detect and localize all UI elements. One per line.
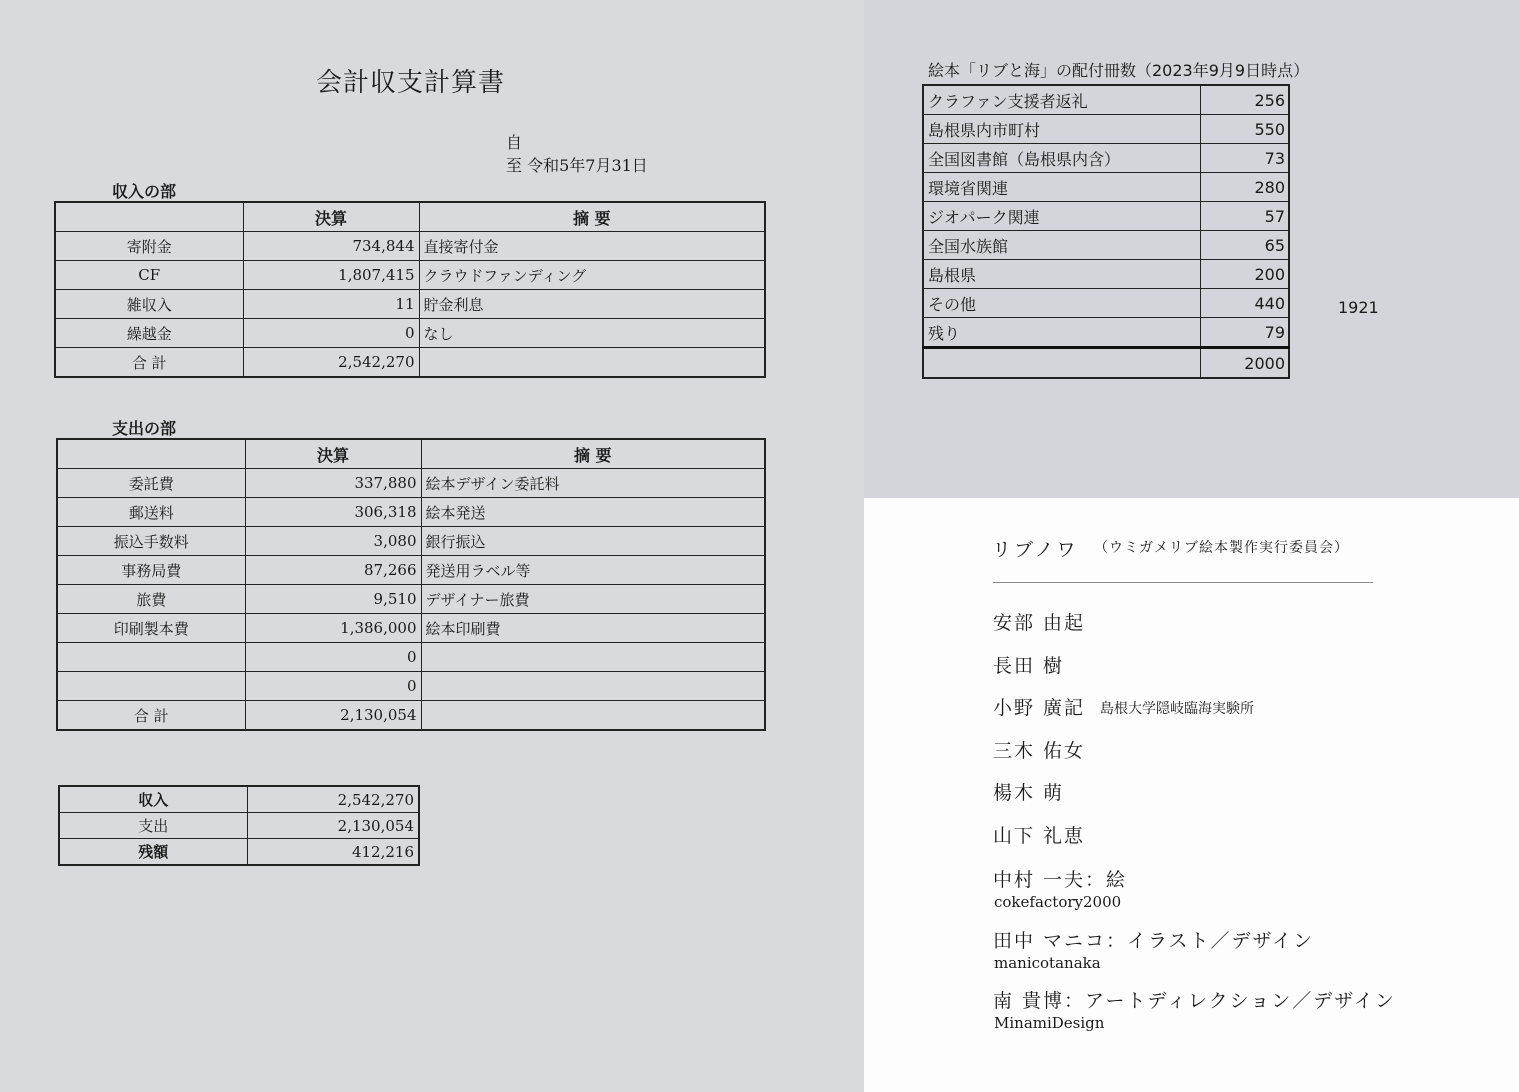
row-label: 合 計 bbox=[55, 348, 243, 378]
table-row bbox=[923, 115, 1289, 144]
dist-label: 島根県 bbox=[923, 260, 1201, 289]
dist-label: ジオパーク関連 bbox=[923, 202, 1201, 231]
statement-title: 会計収支計算書 bbox=[316, 68, 506, 98]
table-row bbox=[59, 839, 419, 866]
table-row bbox=[923, 260, 1289, 289]
header-blank bbox=[57, 439, 245, 469]
period-from: 自 bbox=[506, 133, 523, 152]
table-header-row bbox=[55, 202, 765, 232]
member-name: 安部 由起 bbox=[993, 612, 1086, 634]
dist-count: 200 bbox=[1201, 260, 1290, 289]
org-subtitle: （ウミガメリブ絵本製作実行委員会） bbox=[1094, 540, 1349, 556]
dist-count: 79 bbox=[1201, 318, 1290, 348]
row-label: 合 計 bbox=[57, 701, 245, 731]
row-amount: 2,542,270 bbox=[243, 348, 419, 378]
table-row bbox=[57, 672, 765, 701]
row-label: 雑収入 bbox=[55, 290, 243, 319]
table-row bbox=[57, 556, 765, 585]
dist-count: 73 bbox=[1201, 144, 1290, 173]
dist-count: 57 bbox=[1201, 202, 1290, 231]
table-row bbox=[923, 173, 1289, 202]
expense-heading: 支出の部 bbox=[112, 419, 177, 438]
table-row bbox=[57, 469, 765, 498]
income-table bbox=[54, 201, 766, 378]
row-label: CF bbox=[55, 261, 243, 290]
summary-label: 残額 bbox=[59, 839, 247, 866]
header-amount: 決算 bbox=[243, 202, 419, 232]
row-note: 発送用ラベル等 bbox=[421, 556, 765, 585]
row-label: 郵送料 bbox=[57, 498, 245, 527]
table-row bbox=[55, 290, 765, 319]
row-amount: 1,807,415 bbox=[243, 261, 419, 290]
table-row bbox=[57, 585, 765, 614]
row-note: 絵本印刷費 bbox=[421, 614, 765, 643]
row-label: 寄附金 bbox=[55, 232, 243, 261]
dist-label: 環境省関連 bbox=[923, 173, 1201, 202]
dist-label: 全国図書館（島根県内含） bbox=[923, 144, 1201, 173]
dist-count: 256 bbox=[1201, 85, 1290, 115]
row-note bbox=[421, 701, 765, 731]
table-row bbox=[57, 498, 765, 527]
header-note: 摘 要 bbox=[421, 439, 765, 469]
table-row bbox=[55, 261, 765, 290]
dist-label: クラファン支援者返礼 bbox=[923, 85, 1201, 115]
row-note: 絵本発送 bbox=[421, 498, 765, 527]
dist-count: 65 bbox=[1201, 231, 1290, 260]
row-amount: 306,318 bbox=[245, 498, 421, 527]
member-handle: MinamiDesign bbox=[994, 1014, 1105, 1032]
summary-amount: 2,130,054 bbox=[247, 813, 419, 839]
row-amount: 337,880 bbox=[245, 469, 421, 498]
row-amount: 9,510 bbox=[245, 585, 421, 614]
summary-label: 支出 bbox=[59, 813, 247, 839]
row-amount: 1,386,000 bbox=[245, 614, 421, 643]
table-row bbox=[923, 144, 1289, 173]
row-amount: 0 bbox=[245, 643, 421, 672]
summary-amount: 412,216 bbox=[247, 839, 419, 866]
org-name: リブノワ bbox=[992, 539, 1079, 561]
table-row bbox=[55, 319, 765, 348]
dist-label: 全国水族館 bbox=[923, 231, 1201, 260]
row-note: 貯金利息 bbox=[419, 290, 765, 319]
member-handle: manicotanaka bbox=[994, 954, 1101, 972]
table-row bbox=[923, 231, 1289, 260]
row-note: 直接寄付金 bbox=[419, 232, 765, 261]
period-to: 至 令和5年7月31日 bbox=[506, 156, 648, 175]
table-total-row bbox=[57, 701, 765, 731]
header-note: 摘 要 bbox=[419, 202, 765, 232]
member-name: 山下 礼恵 bbox=[993, 825, 1086, 847]
row-amount: 87,266 bbox=[245, 556, 421, 585]
expense-table bbox=[56, 438, 766, 731]
table-row bbox=[59, 786, 419, 813]
row-label bbox=[57, 643, 245, 672]
row-amount: 734,844 bbox=[243, 232, 419, 261]
member-name: 三木 佑女 bbox=[993, 740, 1086, 762]
row-note: デザイナー旅費 bbox=[421, 585, 765, 614]
income-heading: 収入の部 bbox=[112, 182, 177, 201]
row-note: 銀行振込 bbox=[421, 527, 765, 556]
row-note bbox=[421, 672, 765, 701]
table-row bbox=[923, 202, 1289, 231]
summary-label: 収入 bbox=[59, 786, 247, 813]
member-name: 長田 樹 bbox=[993, 655, 1065, 677]
table-total-row bbox=[923, 348, 1289, 379]
member-name: 南 貴博：アートディレクション／デザイン bbox=[993, 990, 1396, 1012]
member-handle: cokefactory2000 bbox=[994, 893, 1122, 911]
distribution-title: 絵本「リブと海」の配付冊数（2023年9月9日時点） bbox=[928, 61, 1310, 80]
table-row bbox=[923, 318, 1289, 348]
credits-divider bbox=[993, 582, 1373, 583]
summary-table bbox=[58, 785, 420, 866]
row-label: 旅費 bbox=[57, 585, 245, 614]
row-amount: 0 bbox=[245, 672, 421, 701]
member-affiliation: 島根大学隠岐臨海実験所 bbox=[1100, 701, 1254, 717]
row-note bbox=[421, 643, 765, 672]
row-label: 委託費 bbox=[57, 469, 245, 498]
dist-count: 550 bbox=[1201, 115, 1290, 144]
member-name: 小野 廣記 bbox=[993, 697, 1086, 719]
member-name: 中村 一夫：絵 bbox=[993, 869, 1128, 891]
table-row bbox=[55, 232, 765, 261]
table-row bbox=[923, 289, 1289, 318]
distribution-table bbox=[922, 84, 1290, 379]
row-note bbox=[419, 348, 765, 378]
header-blank bbox=[55, 202, 243, 232]
row-label: 振込手数料 bbox=[57, 527, 245, 556]
dist-count: 280 bbox=[1201, 173, 1290, 202]
row-label: 事務局費 bbox=[57, 556, 245, 585]
table-total-row bbox=[55, 348, 765, 378]
row-label: 印刷製本費 bbox=[57, 614, 245, 643]
member-name: 田中 マニコ：イラスト／デザイン bbox=[993, 930, 1315, 952]
member-name: 楊木 萌 bbox=[993, 782, 1065, 804]
dist-count: 440 bbox=[1201, 289, 1290, 318]
row-note: クラウドファンディング bbox=[419, 261, 765, 290]
row-amount: 2,130,054 bbox=[245, 701, 421, 731]
distribution-subtotal: 1921 bbox=[1338, 298, 1379, 317]
dist-label: 島根県内市町村 bbox=[923, 115, 1201, 144]
row-label: 繰越金 bbox=[55, 319, 243, 348]
table-row bbox=[923, 85, 1289, 115]
row-amount: 0 bbox=[243, 319, 419, 348]
table-row bbox=[57, 643, 765, 672]
row-amount: 11 bbox=[243, 290, 419, 319]
row-note: なし bbox=[419, 319, 765, 348]
table-header-row bbox=[57, 439, 765, 469]
row-label bbox=[57, 672, 245, 701]
dist-label: その他 bbox=[923, 289, 1201, 318]
row-note: 絵本デザイン委託料 bbox=[421, 469, 765, 498]
dist-total: 2000 bbox=[1201, 348, 1290, 379]
dist-label: 残り bbox=[923, 318, 1201, 348]
table-row bbox=[57, 614, 765, 643]
table-row bbox=[59, 813, 419, 839]
summary-amount: 2,542,270 bbox=[247, 786, 419, 813]
row-amount: 3,080 bbox=[245, 527, 421, 556]
dist-total-label bbox=[923, 348, 1201, 379]
header-amount: 決算 bbox=[245, 439, 421, 469]
table-row bbox=[57, 527, 765, 556]
